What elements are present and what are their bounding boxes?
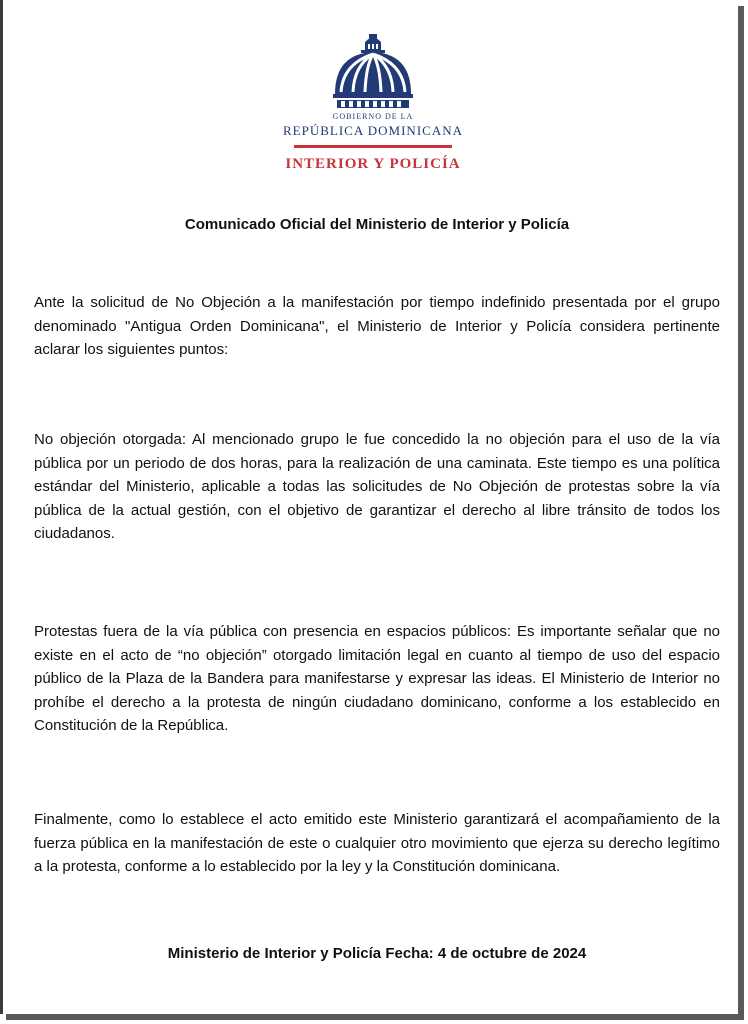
logo-divider [294, 145, 452, 148]
paragraph-protestas: Protestas fuera de la vía pública con presencia en espacios públicos: Es importante señalar que no existe en el acto de “no objeción” otorgado limitación legal en cuanto al tiempo de uso del espacio público de la Plaza de la Bandera para manifestarse y expresar las ideas. El Ministerio de Interior no prohíbe el derecho a la protesta de ningún ciudadano dominicano, conforme a los establecido en Constitución de la República. [34, 623, 720, 734]
document-title: Comunicado Oficial del Ministerio de Interior y Policía [184, 216, 570, 233]
signature-date-line: Ministerio de Interior y Policía Fecha: 4 de octubre de 2024 [167, 945, 587, 962]
government-logo [253, 30, 493, 180]
logo-department-text: INTERIOR Y POLICÍA [285, 156, 461, 172]
logo-gobierno-text: GOBIERNO DE LA [332, 112, 414, 121]
paragraph-intro: Ante la solicitud de No Objeción a la manifestación por tiempo indefinido presentada por el grupo denominado "Antigua Orden Dominicana", el Ministerio de Interior y Policía considera pertinente aclarar los siguientes puntos: [34, 294, 720, 358]
logo-republica-text: REPÚBLICA DOMINICANA [283, 123, 463, 138]
paragraph-no-objecion: No objeción otorgada: Al mencionado grupo le fue concedido la no objeción para el uso de la vía pública por un periodo de dos horas, para la realización de una caminata. Este tiempo es una política estándar del Ministerio, aplicable a todas las solicitudes de No Objeción de protestas sobre la vía pública de la actual gestión, con el objetivo de garantizar el derecho al libre tránsito de todos los ciudadanos. [34, 431, 720, 542]
paragraph-finalmente: Finalmente, como lo establece el acto emitido este Ministerio garantizará el acompañamiento de la fuerza pública en la manifestación de este o cualquier otro movimiento que ejerza su derecho legítimo a la protesta, conforme a lo establecido por la ley y la Constitución dominicana. [34, 811, 720, 875]
dome-icon [253, 30, 493, 110]
